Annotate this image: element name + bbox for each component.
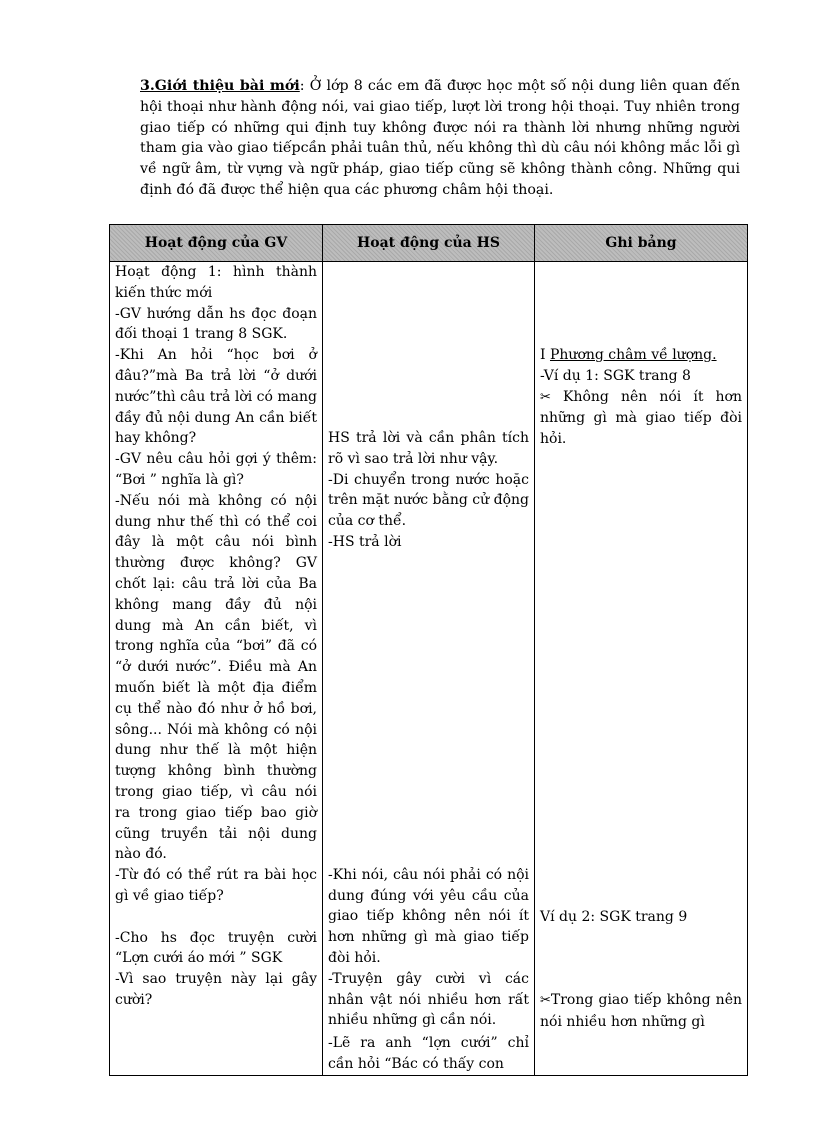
intro-text: : Ở lớp 8 các em đã được học một số nội dung liên quan đến hội thoại như hành động nói, vai giao tiếp, lượt lời trong hội thoại. Tuy nhiên trong giao tiếp có những qui định tuy không được nói ra thành lời nhưng những người tham gia vào giao tiếpcần phải tuân thủ, nếu không thì dù câu nói không mắc lỗi gì về ngữ âm, từ vựng và ngữ pháp, giao tiếp cũng sẽ không thành công. Những qui định đó đã được thể hiện qua các phương châm hội thoại.	[140, 78, 740, 198]
scissors-icon: ✂	[540, 389, 551, 405]
gb-example-2: Ví dụ 2: SGK trang 9	[540, 908, 688, 925]
table-body-row	[110, 262, 748, 1076]
hs-item: -Khi nói, câu nói phải có nội dung đúng với yêu cầu của giao tiếp không nên nói ít hơn những gì mà giao tiếp đòi hỏi.	[328, 866, 529, 966]
gb-section: I Phương châm về lượng.	[540, 347, 717, 363]
header-student-activity: Hoạt động của HS	[323, 225, 535, 262]
hs-item: -Truyện gây cười vì các nhân vật nói nhiều hơn rất nhiều những gì cần nói.	[328, 970, 529, 1029]
hs-item: -Di chuyển trong nước hoặc trên mặt nước bằng cử động của cơ thể.	[328, 471, 529, 530]
header-board-notes: Ghi bảng	[535, 225, 748, 262]
table-header-row	[110, 225, 748, 262]
gb-note-1: ✂ Không nên nói ít hơn những gì mà giao tiếp đòi hỏi.	[540, 388, 742, 448]
teacher-activity-cell	[110, 262, 323, 1076]
gb-section-title: Phương châm về lượng.	[549, 347, 717, 363]
lesson-table	[109, 224, 748, 1076]
gv-item: -Khi An hỏi “học bơi ở đâu?”mà Ba trả lời “ở dưới nước”thì câu trả lời có mang đầy đủ nội dung An cần biết hay không?	[115, 347, 317, 447]
gv-item: Hoạt động 1: hình thành kiến thức mới	[115, 264, 317, 301]
gb-example-1: -Ví dụ 1: SGK trang 8	[540, 367, 691, 384]
student-activity-cell	[323, 262, 535, 1076]
intro-paragraph	[140, 76, 740, 201]
header-teacher-activity: Hoạt động của GV	[110, 225, 323, 262]
scissors-icon: ✂	[540, 992, 551, 1008]
gv-item: -GV nêu câu hỏi gợi ý thêm: “Bơi ” nghĩa là gì?	[115, 451, 317, 488]
gb-note-2: ✂Trong giao tiếp không nên nói nhiều hơn những gì	[540, 991, 742, 1030]
board-notes-cell	[535, 262, 748, 1076]
gv-item: -GV hướng dẫn hs đọc đoạn đối thoại 1 trang 8 SGK.	[115, 305, 317, 343]
hs-item: HS trả lời và cần phân tích rõ vì sao trả lời như vậy.	[328, 430, 529, 467]
gv-item: -Vì sao truyện này lại gây cười?	[115, 971, 317, 1008]
gv-item: -Từ đó có thể rút ra bài học gì về giao tiếp?	[115, 867, 317, 904]
gv-item: -Nếu nói mà không có nội dung như thế thì có thể coi đây là một câu nói bình thường được không? GV chốt lại: câu trả lời của Ba không mang đầy đủ nội dung mà An cần biết, vì trong nghĩa của “bơi” đã có “ở dưới nước”. Điều mà An muốn biết là một địa điểm cụ thể nào đó như ở hồ bơi, sông... Nói mà không có nội dung như thế là một hiện tượng không bình thường trong giao tiếp, vì câu nói ra trong giao tiếp bao giờ cũng truyền tải nội dung nào đó.	[115, 492, 317, 863]
intro-heading: 3.Giới thiệu bài mới	[140, 78, 300, 94]
hs-item: -HS trả lời	[328, 533, 402, 550]
gv-item: -Cho hs đọc truyện cười “Lợn cưới áo mới ” SGK	[115, 929, 317, 967]
hs-item: -Lẽ ra anh “lợn cưới” chỉ cần hỏi “Bác có thấy con	[328, 1035, 529, 1072]
